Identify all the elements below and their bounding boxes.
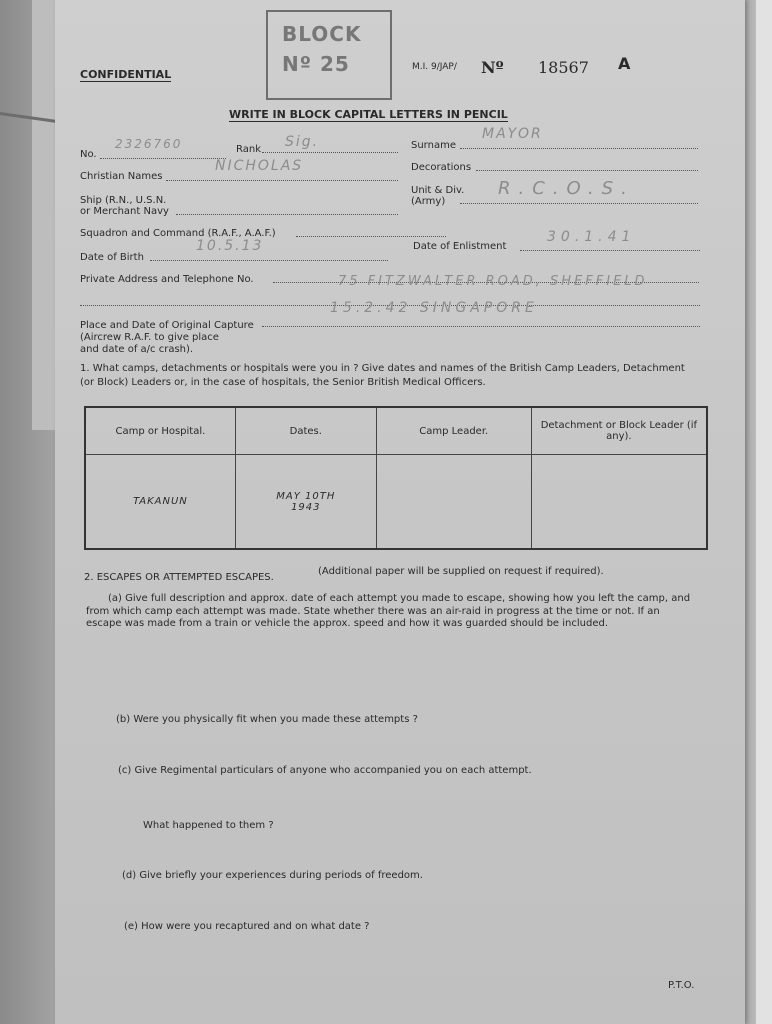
capture-line	[262, 326, 700, 327]
enlistment-line	[520, 250, 700, 251]
q2c-followup-text: What happened to them ?	[143, 820, 274, 831]
ship-label-2: or Merchant Navy	[80, 206, 169, 217]
rank-value: Sig.	[285, 134, 320, 150]
stamp-line-1: BLOCK	[282, 22, 362, 46]
column-header-camp-leader: Camp Leader.	[376, 407, 531, 455]
number-label: Nº	[481, 58, 504, 77]
q1-text-line-2: (or Block) Leaders or, in the case of hospitals, the Senior British Medical Officers.	[80, 377, 486, 388]
dates-cell: MAY 10TH 1943	[235, 455, 376, 550]
q2a-line-2: from which camp each attempt was made. State whether there was an air-raid in progress at the time or not. If an	[86, 606, 660, 617]
table-header-row	[85, 407, 707, 455]
camps-table	[84, 406, 708, 550]
unit-value: R.C.O.S.	[498, 178, 635, 199]
table-row	[85, 455, 707, 550]
capture-label-2: (Aircrew R.A.F. to give place	[80, 332, 219, 343]
surname-value: MAYOR	[482, 126, 543, 142]
no-line	[100, 158, 226, 159]
q2b-text: (b) Were you physically fit when you made these attempts ?	[116, 714, 418, 725]
q2e-text: (e) How were you recaptured and on what date ?	[124, 921, 370, 932]
no-value: 2326760	[115, 137, 183, 151]
capture-value: 15.2.42 SINGAPORE	[330, 300, 538, 316]
christian-names-value: NICHOLAS	[215, 158, 304, 174]
background-right-edge	[756, 0, 772, 1024]
form-reference: M.I. 9/JAP/	[412, 62, 457, 72]
camp-leader-cell	[376, 455, 531, 550]
unit-line	[460, 203, 698, 204]
squadron-label: Squadron and Command (R.A.F., A.A.F.)	[80, 228, 276, 239]
squadron-line	[296, 236, 446, 237]
rank-line	[262, 152, 398, 153]
no-label: No.	[80, 149, 97, 160]
surname-line	[460, 148, 698, 149]
unit-label: Unit & Div.	[411, 185, 465, 196]
form-suffix: A	[618, 54, 631, 73]
camp-cell: TAKANUN	[85, 455, 235, 550]
surname-label: Surname	[411, 140, 456, 151]
christian-names-label: Christian Names	[80, 171, 163, 182]
decorations-label: Decorations	[411, 162, 472, 173]
ship-line	[176, 214, 398, 215]
address-label: Private Address and Telephone No.	[80, 274, 254, 285]
form-number: 18567	[538, 58, 589, 77]
decorations-line	[476, 170, 698, 171]
q2c-text: (c) Give Regimental particulars of anyone who accompanied you on each attempt.	[118, 765, 532, 776]
pto-label: P.T.O.	[668, 980, 695, 991]
q2a-line-3: escape was made from a train or vehicle the approx. speed and how it was guarded should be included.	[86, 618, 609, 629]
dob-value: 10.5.13	[196, 238, 264, 254]
detachment-leader-cell	[531, 455, 707, 550]
dob-label: Date of Birth	[80, 252, 144, 263]
q1-text-line-1: 1. What camps, detachments or hospitals were you in ? Give dates and names of the British Camp Leaders, Detachment	[80, 363, 685, 374]
q2-heading-note: (Additional paper will be supplied on request if required).	[318, 566, 604, 577]
address-value: 75 FITZWALTER ROAD, SHEFFIELD	[338, 274, 648, 289]
stamp-line-2: Nº 25	[282, 52, 350, 76]
capture-label-3: and date of a/c crash).	[80, 344, 194, 355]
column-header-detachment-leader: Detachment or Block Leader (if any).	[531, 407, 707, 455]
dob-line	[150, 260, 388, 261]
pencil-instruction: WRITE IN BLOCK CAPITAL LETTERS IN PENCIL	[229, 108, 508, 121]
column-header-dates: Dates.	[235, 407, 376, 455]
capture-label-1: Place and Date of Original Capture	[80, 320, 254, 331]
column-header-camp: Camp or Hospital.	[85, 407, 235, 455]
q2d-text: (d) Give briefly your experiences during periods of freedom.	[122, 870, 423, 881]
enlistment-label: Date of Enlistment	[413, 241, 507, 252]
confidential-label: CONFIDENTIAL	[80, 68, 172, 81]
q2-heading: 2. ESCAPES OR ATTEMPTED ESCAPES.	[84, 572, 274, 583]
christian-names-line	[166, 180, 398, 181]
enlistment-value: 30.1.41	[547, 229, 636, 245]
rank-label: Rank	[236, 144, 261, 155]
unit-label-2: (Army)	[411, 196, 446, 207]
q2a-line-1: (a) Give full description and approx. date of each attempt you made to escape, showing how you left the camp, and	[108, 593, 691, 604]
ship-label: Ship (R.N., U.S.N.	[80, 195, 167, 206]
